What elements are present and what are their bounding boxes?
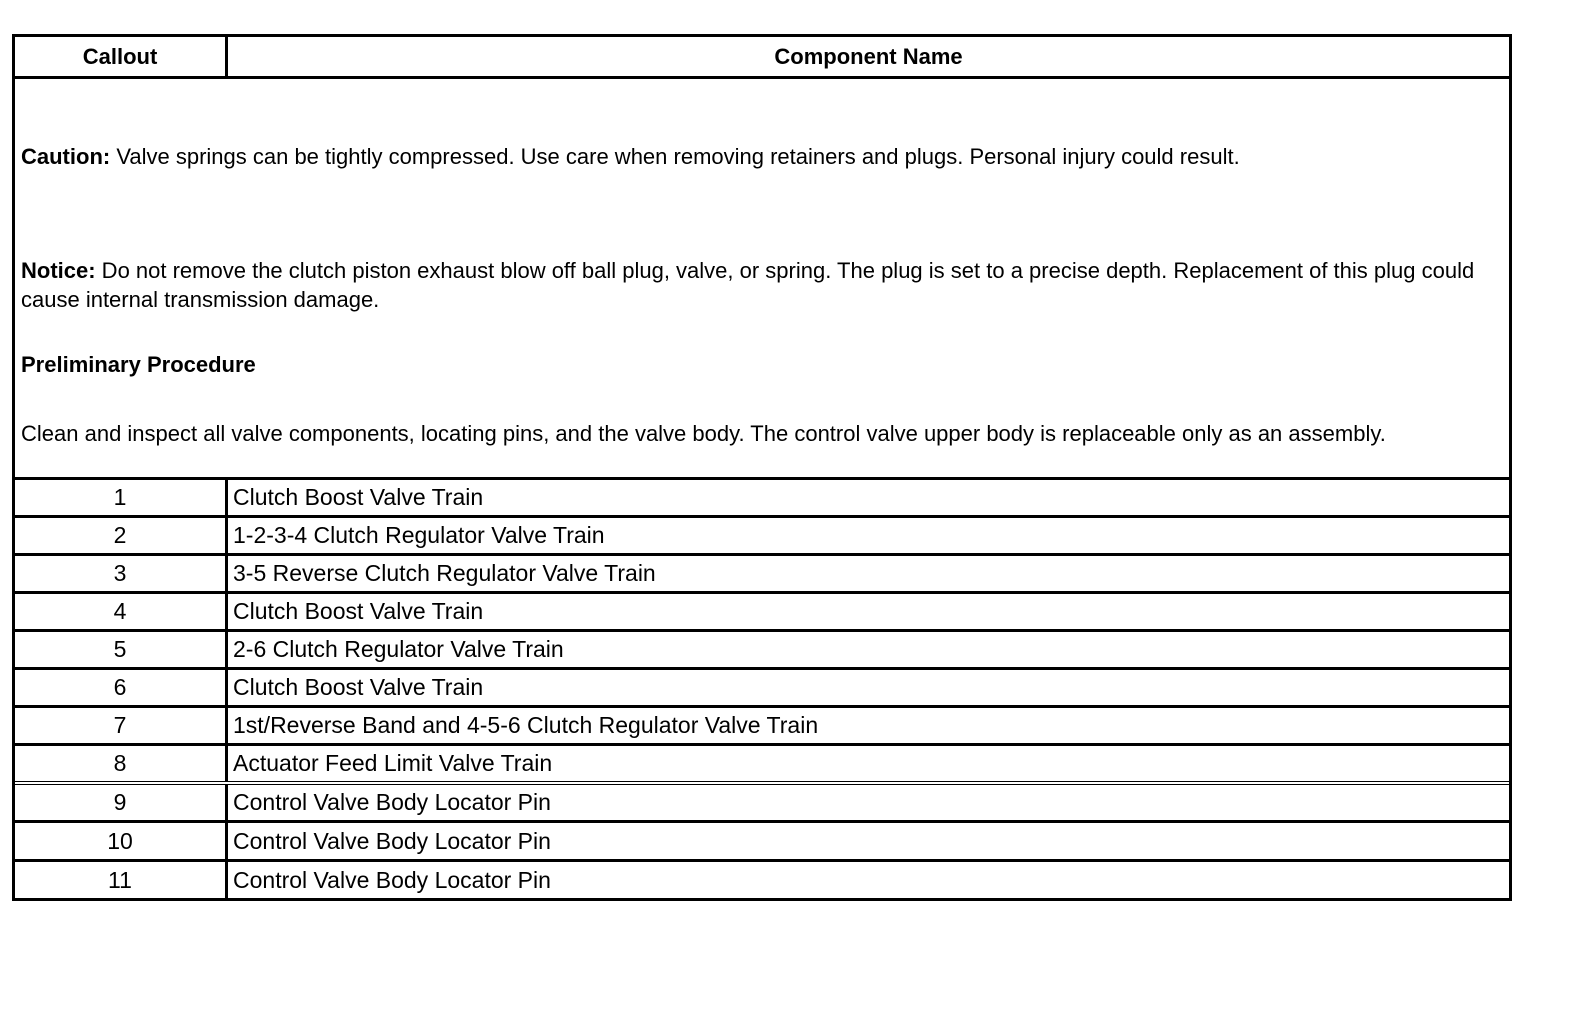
caution-note	[21, 142, 1495, 171]
component-name-cell: Control Valve Body Locator Pin	[233, 827, 551, 854]
table-header-row	[15, 37, 1509, 76]
callout-cell: 10	[15, 823, 228, 859]
component-table	[12, 34, 1512, 901]
header-callout: Callout	[15, 37, 228, 76]
callout-cell: 6	[15, 670, 228, 705]
component-name-cell: Clutch Boost Valve Train	[233, 674, 484, 700]
callout-cell: 3	[15, 556, 228, 591]
table-row	[15, 629, 1509, 667]
table-row	[15, 477, 1509, 515]
component-name-cell: Clutch Boost Valve Train	[233, 598, 484, 624]
callout-cell: 9	[15, 785, 228, 820]
notice-text: Do not remove the clutch piston exhaust blow off ball plug, valve, or spring. The plug is set to a precise depth. Replacement of this plug could cause internal transmission damage.	[21, 258, 1475, 312]
notice-label: Notice:	[21, 258, 96, 283]
table-row	[15, 515, 1509, 553]
table-row	[15, 667, 1509, 705]
caution-label: Caution:	[21, 144, 111, 169]
callout-cell: 8	[15, 746, 228, 781]
notice-note	[21, 256, 1495, 314]
table-body	[15, 477, 1509, 898]
callout-cell: 7	[15, 708, 228, 743]
notes-cell	[15, 76, 1509, 477]
callout-cell: 5	[15, 632, 228, 667]
header-component-name: Component Name	[774, 43, 963, 69]
preliminary-text: Clean and inspect all valve components, locating pins, and the valve body. The control valve upper body is replaceable only as an assembly.	[21, 421, 1386, 446]
callout-cell: 1	[15, 480, 228, 515]
table-row	[15, 705, 1509, 743]
callout-cell: 2	[15, 518, 228, 553]
preliminary-heading: Preliminary Procedure	[21, 352, 256, 377]
component-name-cell: Control Valve Body Locator Pin	[233, 866, 551, 893]
component-name-cell: Clutch Boost Valve Train	[233, 484, 484, 510]
table-row	[15, 553, 1509, 591]
callout-cell: 4	[15, 594, 228, 629]
callout-cell: 11	[15, 862, 228, 898]
caution-text: Valve springs can be tightly compressed. Use care when removing retainers and plugs. Personal injury could result.	[110, 144, 1240, 169]
component-name-cell: 1-2-3-4 Clutch Regulator Valve Train	[233, 522, 605, 548]
component-name-cell: Control Valve Body Locator Pin	[233, 789, 551, 815]
table-row	[15, 591, 1509, 629]
component-name-cell: 1st/Reverse Band and 4-5-6 Clutch Regulator Valve Train	[233, 712, 819, 738]
component-name-cell: Actuator Feed Limit Valve Train	[233, 750, 553, 776]
table-row	[15, 781, 1509, 820]
component-name-cell: 3-5 Reverse Clutch Regulator Valve Train	[233, 560, 656, 586]
table-row	[15, 743, 1509, 781]
table-row	[15, 859, 1509, 898]
table-row	[15, 820, 1509, 859]
component-name-cell: 2-6 Clutch Regulator Valve Train	[233, 636, 564, 662]
